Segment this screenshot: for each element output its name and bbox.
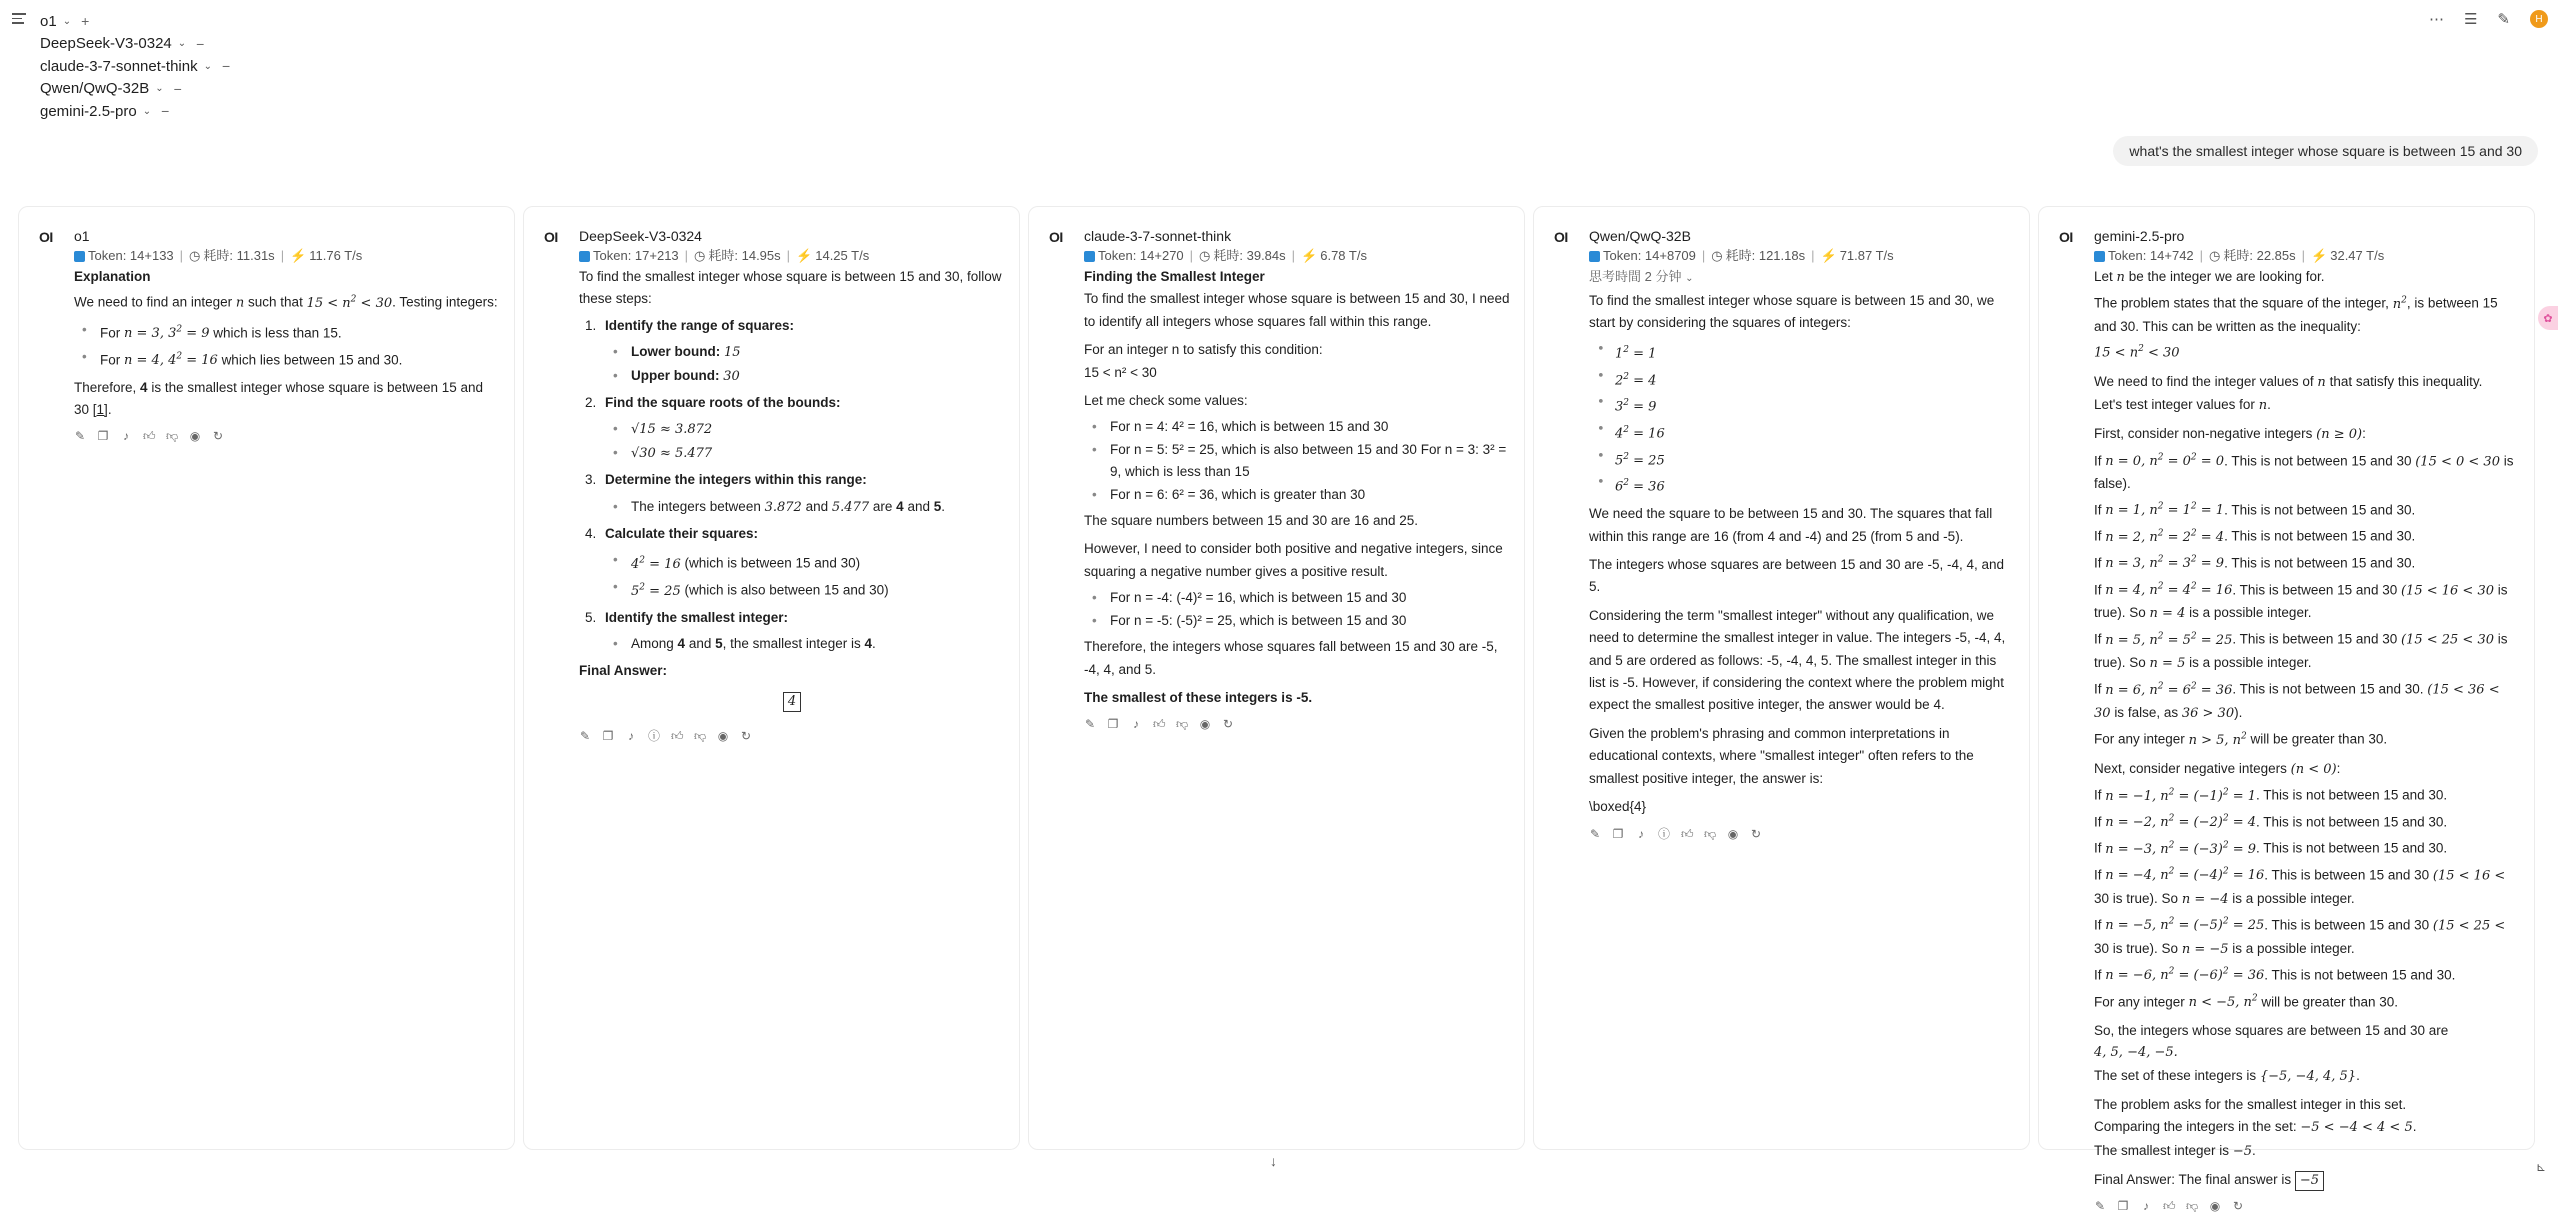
model-select[interactable]: Qwen/QwQ-32B (40, 80, 150, 98)
list-item: • $1^2 = 1$ (1589, 339, 2015, 366)
more-icon[interactable]: ⋯ (2428, 11, 2444, 28)
copy-icon[interactable]: ❐ (2117, 1199, 2129, 1214)
floating-helper-icon[interactable]: ✿ (2538, 306, 2558, 330)
model-row (40, 55, 230, 78)
message-actions (2094, 1195, 2520, 1217)
token-icon (1589, 251, 1600, 262)
thumbs-up-icon[interactable]: 👍︎ (2163, 1199, 2176, 1214)
response-meta: Token: 14+270 | ◷ 耗時: 39.84s | ⚡ 6.78 T/s (1084, 246, 1510, 266)
clock-icon: ◷ (1711, 248, 1723, 263)
response-panel-o1 (18, 206, 515, 1150)
list-item: • For n = 3, $3^2 = 9$ which is less than 15. (74, 319, 500, 346)
elapsed-time: 耗時: 22.85s (2223, 248, 2296, 263)
paragraph: 15 < n² < 30 (1084, 364, 1157, 380)
chevron-down-icon[interactable]: ⌄ (177, 38, 187, 50)
steps-list (579, 315, 1005, 656)
model-logo: OI (544, 229, 558, 245)
top-right-toolbar (2429, 10, 2548, 28)
info-icon[interactable]: ◉ (2209, 1199, 2221, 1214)
paragraph: The integers whose squares are between 15 and 30 are -5, -4, 4, and 5. (1589, 557, 2005, 595)
top-bar (0, 0, 2558, 120)
math-line: 4, 5, −4, −5. (2094, 1045, 2178, 1061)
paragraph: If n = 2, $n^2 = 2^2 = 4$. This is not between 15 and 30. (2094, 528, 2416, 545)
paragraph: For any integer n > 5, $n^2$ will be greater than 30. (2094, 731, 2388, 748)
list-item: 3. Determine the integers within this range: • The integers between 3.872 and 5.477 are 4 and 5. (579, 469, 1005, 519)
list-item: • √15 ≈ 3.872 (605, 418, 1005, 441)
token-icon (579, 251, 590, 262)
edit-icon[interactable]: ✎ (2094, 1199, 2106, 1214)
thumbs-down-icon[interactable]: 👎︎ (1176, 717, 1189, 732)
model-logo: OI (1049, 229, 1063, 245)
elapsed-time: 耗時: 14.95s (708, 248, 781, 263)
list-item: • √30 ≈ 5.477 (605, 442, 1005, 465)
list-item: • For n = 4, $4^2 = 16$ which lies between 15 and 30. (74, 346, 500, 373)
response-meta: Token: 14+133 | ◷ 耗時: 11.31s | ⚡ 11.76 T/s (74, 246, 500, 266)
token-count: Token: 17+213 (593, 248, 679, 263)
paragraph: If n = −6, $n^2 = (-6)^2 = 36$. This is not between 15 and 30. (2094, 966, 2456, 984)
paragraph: The problem states that the square of the integer, $n^2$, is between 15 and 30. This can be written as the inequality: (2094, 295, 2498, 334)
bullet-list (1084, 587, 1510, 632)
list-item: • $5^2 = 25$ (which is also between 15 and 30) (605, 576, 1005, 603)
list-item: 1. Identify the range of squares: • Lower bound: 15 • Upper bound: 30 (579, 315, 1005, 388)
list-item: • Upper bound: 30 (605, 365, 1005, 388)
tokens-per-second: 71.87 T/s (1839, 248, 1894, 263)
regenerate-icon[interactable]: ↻ (2232, 1199, 2244, 1214)
remove-model-button[interactable]: − (161, 103, 170, 120)
chevron-down-icon[interactable]: ⌄ (142, 105, 152, 117)
bullet-list (74, 319, 500, 372)
chevron-down-icon[interactable]: ⌄ (155, 83, 164, 95)
copy-icon[interactable]: ❐ (1107, 717, 1119, 732)
edit-icon[interactable]: ✎ (579, 728, 591, 743)
paragraph: For an integer n to satisfy this condition: (1084, 342, 1323, 358)
regenerate-icon[interactable]: ↻ (212, 429, 224, 444)
message-actions (1589, 823, 2015, 845)
paragraph: To find the smallest integer whose square is between 15 and 30, I need to identify all integers whose squares fall within this range. (1084, 291, 1510, 329)
list-item: • Among 4 and 5, the smallest integer is 4. (605, 633, 1005, 655)
token-count: Token: 14+133 (88, 248, 174, 263)
paragraph: To find the smallest integer whose square is between 15 and 30, follow these steps: (579, 269, 1002, 307)
paragraph: The problem asks for the smallest integer in this set. (2094, 1097, 2407, 1113)
paragraph: If n = 0, $n^2 = 0^2 = 0$. This is not between 15 and 30 (15 < 0 < 30 is false). (2094, 452, 2514, 492)
paragraph: If n = 5, $n^2 = 5^2 = 25$. This is between 15 and 30 (15 < 25 < 30 is true). So n = 5 is a possible integer. (2094, 631, 2508, 672)
speaker-icon[interactable]: ♪ (628, 728, 634, 743)
paragraph: If n = 6, $n^2 = 6^2 = 36$. This is not between 15 and 30. (15 < 36 < 30 is false, as 36 > 30). (2094, 681, 2500, 721)
paragraph: However, I need to consider both positive and negative integers, since squaring a negative number gives a positive result. (1084, 541, 1503, 579)
user-message: what's the smallest integer whose square is between 15 and 30 (2113, 136, 2538, 166)
message-actions (74, 425, 500, 447)
response-panel-gemini (2038, 206, 2535, 1214)
paragraph: We need to find the integer values of n that satisfy this inequality. (2094, 373, 2483, 390)
thumbs-up-icon[interactable]: 👍︎ (1153, 717, 1166, 732)
remove-model-button[interactable]: − (196, 35, 205, 52)
info-icon[interactable]: ⓘ (648, 728, 661, 743)
list-item: • Lower bound: 15 (605, 341, 1005, 364)
paragraph: The smallest integer is −5. (2094, 1142, 2256, 1159)
clock-icon: ◷ (694, 248, 706, 263)
clock-icon: ◷ (2209, 248, 2221, 263)
copy-icon[interactable]: ❐ (97, 429, 109, 444)
paragraph: If n = −1, $n^2 = (-1)^2 = 1$. This is not between 15 and 30. (2094, 787, 2448, 804)
info-icon[interactable]: ◉ (1727, 826, 1739, 841)
scroll-down-icon[interactable]: ↓ (1270, 1153, 1277, 1169)
list-item: • For n = -4: (-4)² = 16, which is between 15 and 30 (1084, 587, 1510, 609)
paragraph: We need to find an integer n such that $15 < n^2 < 30$. Testing integers: (74, 294, 498, 311)
info-icon[interactable]: ◉ (717, 728, 729, 743)
response-meta: Token: 14+742 | ◷ 耗時: 22.85s | ⚡ 32.47 T/s (2094, 246, 2520, 266)
tokens-per-second: 32.47 T/s (2330, 248, 2385, 263)
thumbs-up-icon[interactable]: 👍︎ (671, 728, 684, 743)
token-icon (74, 251, 85, 262)
chevron-down-icon[interactable]: ⌄ (62, 15, 72, 27)
remove-model-button[interactable]: − (173, 80, 182, 97)
boxed-answer: −5 (2295, 1171, 2324, 1191)
settings-corner-icon[interactable]: ⊾ (2535, 1160, 2546, 1174)
response-panel-claude (1028, 206, 1525, 1150)
paragraph: The set of these integers is {−5, −4, 4, 5}. (2094, 1067, 2360, 1084)
section-heading: Final Answer: (579, 662, 668, 678)
thumbs-down-icon[interactable]: 👎︎ (694, 728, 707, 743)
regenerate-icon[interactable]: ↻ (740, 728, 752, 743)
paragraph: The square numbers between 15 and 30 are 16 and 25. (1084, 513, 1418, 529)
paragraph: Comparing the integers in the set: −5 < −4 < 4 < 5. (2094, 1119, 2417, 1136)
controls-icon[interactable]: ☰ (2463, 11, 2478, 28)
info-icon[interactable]: ⓘ (1658, 826, 1671, 841)
math-line: $15 < n^2 < 30$ (2094, 344, 2180, 361)
model-selector-list (40, 10, 230, 123)
message-actions (579, 725, 1005, 747)
list-item: • For n = 5: 5² = 25, which is also between 15 and 30 For n = 3: 3² = 9, which is less than 15 (1084, 439, 1510, 484)
response-meta: Token: 14+8709 | ◷ 耗時: 121.18s | ⚡ 71.87 T/s (1589, 246, 2015, 266)
list-item: 2. Find the square roots of the bounds: • √15 ≈ 3.872 • √30 ≈ 5.477 (579, 392, 1005, 465)
tokens-per-second: 6.78 T/s (1320, 248, 1367, 263)
model-row (40, 10, 230, 33)
clock-icon: ◷ (189, 248, 201, 263)
model-row (40, 78, 230, 101)
model-select[interactable]: gemini-2.5-pro (40, 102, 137, 120)
model-name: o1 (74, 228, 90, 244)
paragraph: The smallest of these integers is -5. (1084, 689, 1313, 705)
chevron-down-icon: ⌄ (1685, 273, 1694, 284)
paragraph: Considering the term "smallest integer" without any qualification, we need to determine the smallest integer in value. The integers -5, -4, 4, and 5 are ordered as follows: -5, -4, 4, 5. The smallest integer in this list is -5. However, if considering the context where the problem might expect the smallest positive integer, the answer would be 4. (1589, 607, 2006, 713)
list-item: 4. Calculate their squares: • $4^2 = 16$ (which is between 15 and 30) • $5^2 = 25$ (which is also between 15 and 30) (579, 523, 1005, 603)
clock-icon: ◷ (1199, 248, 1211, 263)
token-icon (1084, 251, 1095, 262)
model-select[interactable]: claude-3-7-sonnet-think (40, 57, 198, 75)
edit-icon[interactable]: ✎ (1589, 826, 1601, 841)
response-meta: Token: 17+213 | ◷ 耗時: 14.95s | ⚡ 14.25 T/s (579, 246, 1005, 266)
remove-model-button[interactable]: − (221, 58, 231, 75)
elapsed-time: 耗時: 11.31s (203, 248, 275, 263)
paragraph: If n = 1, $n^2 = 1^2 = 1$. This is not between 15 and 30. (2094, 501, 2416, 518)
paragraph: To find the smallest integer whose square is between 15 and 30, we start by considering the squares of integers: (1589, 293, 1995, 331)
list-item: • For n = 6: 6² = 36, which is greater than 30 (1084, 484, 1510, 506)
sidebar-toggle-icon[interactable] (12, 13, 26, 25)
section-heading: Finding the Smallest Integer (1084, 269, 1265, 284)
paragraph: So, the integers whose squares are between 15 and 30 are (2094, 1023, 2449, 1039)
model-logo: OI (1554, 229, 1568, 245)
paragraph: Next, consider negative integers (n < 0): (2094, 760, 2341, 777)
speaker-icon[interactable]: ♪ (1638, 826, 1644, 841)
edit-icon[interactable]: ✎ (1084, 717, 1096, 732)
paragraph: If n = −5, $n^2 = (-5)^2 = 25$. This is between 15 and 30 (15 < 25 < 30 is true). So n = −5 is a possible integer. (2094, 917, 2506, 957)
bolt-icon: ⚡ (1301, 248, 1318, 263)
bolt-icon: ⚡ (1820, 248, 1837, 263)
message-actions (1084, 713, 1510, 735)
chevron-down-icon[interactable]: ⌄ (203, 60, 212, 72)
bullet-list (1084, 416, 1510, 506)
paragraph: Let n be the integer we are looking for. (2094, 269, 2325, 285)
tokens-per-second: 11.76 T/s (309, 248, 363, 263)
speaker-icon[interactable]: ♪ (1133, 717, 1139, 732)
tokens-per-second: 14.25 T/s (815, 248, 870, 263)
list-item: • $3^2 = 9$ (1589, 392, 2015, 419)
thumbs-down-icon[interactable]: 👎︎ (2186, 1199, 2199, 1214)
token-count: Token: 14+742 (2108, 248, 2194, 263)
regenerate-icon[interactable]: ↻ (1222, 717, 1234, 732)
speaker-icon[interactable]: ♪ (2143, 1199, 2149, 1214)
list-item: • $5^2 = 25$ (1589, 446, 2015, 473)
paragraph: If n = 4, $n^2 = 4^2 = 16$. This is between 15 and 30 (15 < 16 < 30 is true). So n = 4 is a possible integer. (2094, 581, 2508, 622)
boxed-answer: 4 (783, 692, 801, 712)
paragraph: Therefore, 4 is the smallest integer whose square is between 15 and 30 [1]. (74, 379, 484, 418)
copy-icon[interactable]: ❐ (1612, 826, 1624, 841)
paragraph: We need the square to be between 15 and 30. The squares that fall within this range are 16 (from 4 and -4) and 25 (from 5 and -5). (1589, 506, 1993, 544)
new-chat-icon[interactable]: ✎ (2497, 11, 2510, 28)
thinking-toggle[interactable]: 思考時間 2 分钟 ⌄ (1589, 269, 1694, 284)
thumbs-up-icon[interactable]: 👍︎ (143, 429, 156, 444)
section-heading: Explanation (74, 269, 151, 284)
elapsed-time: 耗時: 39.84s (1213, 248, 1286, 263)
thumbs-up-icon[interactable]: 👍︎ (1681, 826, 1694, 841)
token-icon (2094, 251, 2105, 262)
paragraph: \boxed{4} (1589, 799, 1647, 815)
list-item: • For n = -5: (-5)² = 25, which is between 15 and 30 (1084, 610, 1510, 632)
paragraph: Final Answer: The final answer is −5 (2094, 1169, 2520, 1191)
regenerate-icon[interactable]: ↻ (1750, 826, 1762, 841)
paragraph: For any integer n < −5, $n^2$ will be greater than 30. (2094, 993, 2398, 1010)
bolt-icon: ⚡ (2311, 248, 2328, 263)
list-item: • $6^2 = 36$ (1589, 472, 2015, 499)
add-model-button[interactable]: + (81, 13, 90, 30)
speaker-icon[interactable]: ♪ (123, 429, 129, 444)
model-logo: OI (39, 229, 53, 245)
paragraph: Therefore, the integers whose squares fall between 15 and 30 are -5, -4, 4, and 5. (1084, 639, 1498, 677)
copy-icon[interactable]: ❐ (602, 728, 614, 743)
list-item: • $4^2 = 16$ (which is between 15 and 30) (605, 549, 1005, 576)
model-name: claude-3-7-sonnet-think (1084, 228, 1232, 244)
info-icon[interactable]: ◉ (189, 429, 201, 444)
bolt-icon: ⚡ (290, 248, 307, 263)
thumbs-down-icon[interactable]: 👎︎ (166, 429, 179, 444)
paragraph: First, consider non-negative integers (n ≥ 0): (2094, 426, 2366, 443)
list-item: • $4^2 = 16$ (1589, 419, 2015, 446)
paragraph: If n = −2, $n^2 = (-2)^2 = 4$. This is not between 15 and 30. (2094, 813, 2448, 831)
paragraph: If n = −3, $n^2 = (-3)^2 = 9$. This is not between 15 and 30. (2094, 840, 2448, 857)
list-item: • $2^2 = 4$ (1589, 366, 2015, 393)
list-item: • The integers between 3.872 and 5.477 are 4 and 5. (605, 496, 1005, 519)
model-name: Qwen/QwQ-32B (1589, 228, 1691, 244)
paragraph: If n = −4, $n^2 = (-4)^2 = 16$. This is between 15 and 30 (15 < 16 < 30 is true). So n = −4 is a possible integer. (2094, 867, 2506, 907)
elapsed-time: 耗時: 121.18s (1725, 248, 1806, 263)
model-logo: OI (2059, 229, 2073, 245)
model-select[interactable]: DeepSeek-V3-0324 (40, 35, 172, 53)
model-row (40, 100, 230, 123)
response-panel-qwen (1533, 206, 2030, 1150)
info-icon[interactable]: ◉ (1199, 717, 1211, 732)
response-panel-deepseek (523, 206, 1020, 1150)
model-select[interactable]: o1 (40, 12, 57, 30)
list-item: • For n = 4: 4² = 16, which is between 15 and 30 (1084, 416, 1510, 438)
avatar[interactable]: H (2530, 10, 2548, 28)
paragraph: Given the problem's phrasing and common interpretations in educational contexts, where "smallest integer" often refers to the smallest positive integer, the answer is: (1589, 725, 1974, 786)
paragraph: Let me check some values: (1084, 393, 1248, 409)
bullet-list (1589, 339, 2015, 499)
token-count: Token: 14+270 (1098, 248, 1184, 263)
thumbs-down-icon[interactable]: 👎︎ (1704, 826, 1717, 841)
edit-icon[interactable]: ✎ (74, 429, 86, 444)
model-name: gemini-2.5-pro (2094, 228, 2185, 244)
paragraph: If n = 3, $n^2 = 3^2 = 9$. This is not between 15 and 30. (2094, 554, 2416, 572)
bolt-icon: ⚡ (796, 248, 813, 263)
model-name: DeepSeek-V3-0324 (579, 228, 702, 244)
token-count: Token: 14+8709 (1603, 248, 1696, 263)
list-item: 5. Identify the smallest integer: • Among 4 and 5, the smallest integer is 4. (579, 607, 1005, 656)
model-row (40, 33, 230, 56)
citation-link[interactable]: [1] (92, 402, 108, 418)
paragraph: Let's test integer values for n. (2094, 397, 2271, 414)
